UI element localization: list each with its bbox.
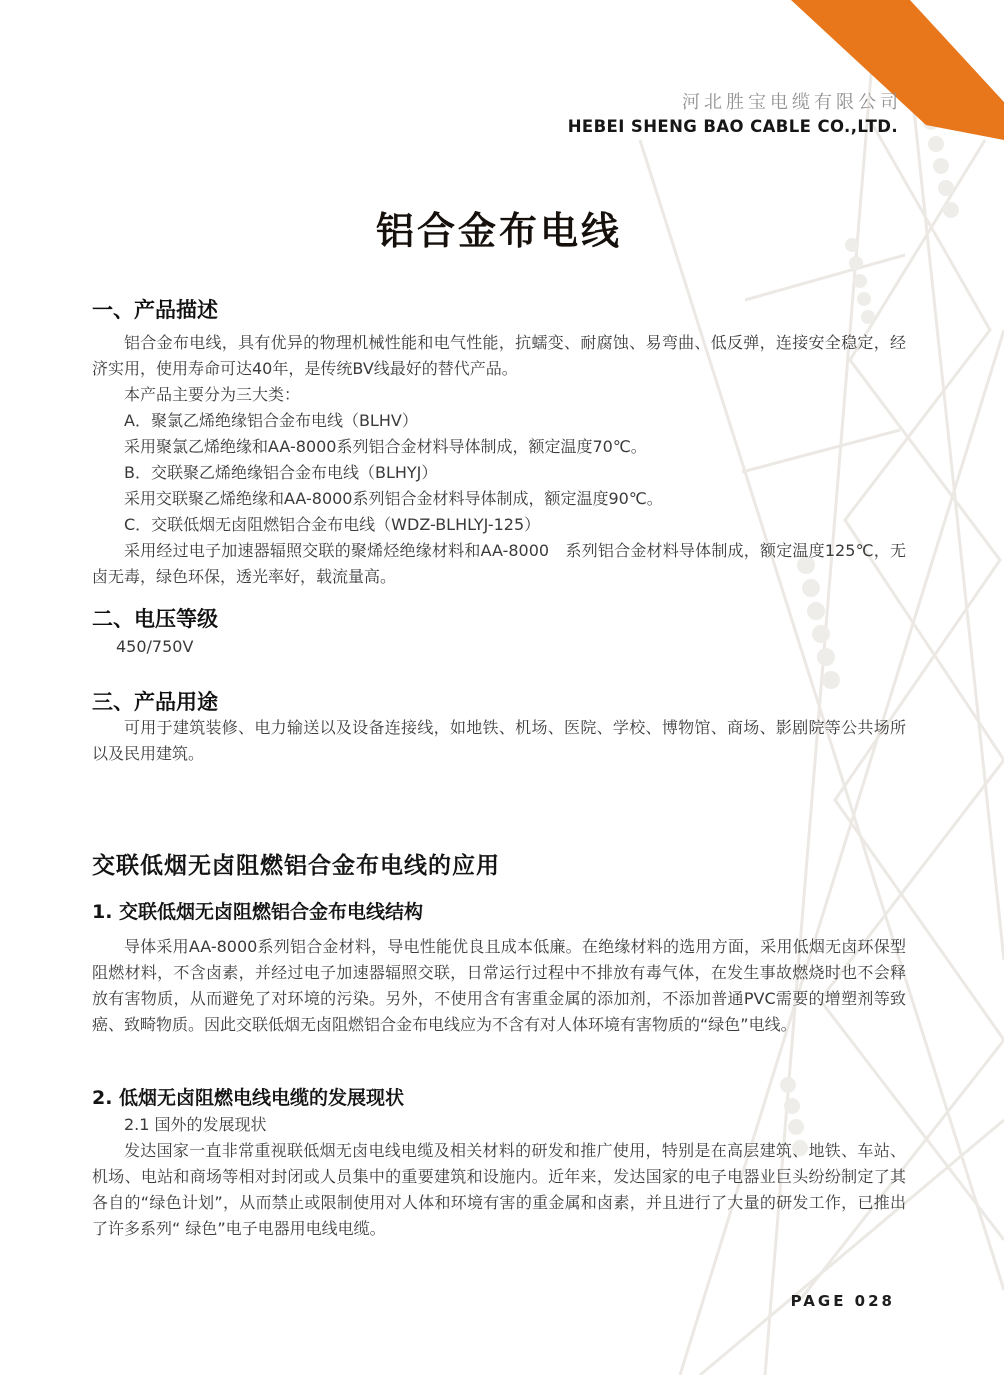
section-3-heading: 三、产品用途 — [92, 690, 218, 714]
application-sub2-heading: 2. 低烟无卤阻燃电线电缆的发展现状 — [92, 1087, 405, 1109]
product-type-c: C．交联低烟无卤阻燃铝合金布电线（WDZ-BLHLYJ-125） — [124, 515, 541, 534]
product-type-b-description: 采用交联聚乙烯绝缘和AA-8000系列铝合金材料导体制成，额定温度90℃。 — [124, 489, 663, 508]
product-type-b: B．交联聚乙烯绝缘铝合金布电线（BLHYJ） — [124, 463, 438, 482]
application-sub1-paragraph: 导体采用AA-8000系列铝合金材料，导电性能优良且成本低廉。在绝缘材料的选用方面，采用低烟无卤环保型阻燃材料，不含卤素，并经过电子加速器辐照交联，日常运行过程中不排放有毒气体，在发生事故燃烧时也不会释放有害物质，从而避免了对环境的污染。另外，不使用含有害重金属的添加剂，不添加普通PVC需要的增塑剂等致癌、致畸物质。因此交联低烟无卤阻燃铝合金布电线应为不含有对人体环境有害物质的“绿色”电线。 — [92, 937, 906, 1034]
section-1-paragraph-2: 本产品主要分为三大类： — [124, 385, 301, 404]
application-sub2-1-heading: 2.1 国外的发展现状 — [124, 1115, 267, 1134]
company-name-cn: 河北胜宝电缆有限公司 — [682, 92, 902, 113]
section-2-heading: 二、电压等级 — [92, 607, 218, 631]
product-type-a-description: 采用聚氯乙烯绝缘和AA-8000系列铝合金材料导体制成，额定温度70℃。 — [124, 437, 647, 456]
application-sub2-paragraph: 发达国家一直非常重视联低烟无卤电线电缆及相关材料的研发和推广使用，特别是在高层建筑、地铁、车站、机场、电站和商场等相对封闭或人员集中的重要建筑和设施内。近年来，发达国家的电子电器业巨头纷纷制定了其各自的“绿色计划”，从而禁止或限制使用对人体和环境有害的重金属和卤素，并且进行了大量的研发工作，已推出了许多系列“ 绿色”电子电器用电线电缆。 — [92, 1141, 906, 1238]
section-1-heading: 一、产品描述 — [92, 298, 218, 322]
application-section-heading: 交联低烟无卤阻燃铝合金布电线的应用 — [92, 853, 500, 879]
page-number: PAGE 028 — [790, 1292, 895, 1310]
voltage-rating-value: 450/750V — [116, 637, 194, 656]
company-name-en: HEBEI SHENG BAO CABLE CO.,LTD. — [567, 117, 898, 136]
page-title: 铝合金布电线 — [375, 209, 622, 253]
document-content — [92, 0, 906, 1242]
section-3-paragraph-1: 可用于建筑装修、电力输送以及设备连接线，如地铁、机场、医院、学校、博物馆、商场、影剧院等公共场所以及民用建筑。 — [92, 718, 906, 763]
section-1-paragraph-1: 铝合金布电线，具有优异的物理机械性能和电气性能，抗蠕变、耐腐蚀、易弯曲、低反弹，连接安全稳定，经济实用，使用寿命可达40年，是传统BV线最好的替代产品。 — [92, 333, 906, 378]
application-sub1-heading: 1. 交联低烟无卤阻燃铝合金布电线结构 — [92, 901, 424, 923]
product-type-c-description: 采用经过电子加速器辐照交联的聚烯烃绝缘材料和AA-8000 系列铝合金材料导体制成，额定温度125℃，无卤无毒，绿色环保，透光率好，载流量高。 — [92, 541, 906, 586]
product-type-a: A．聚氯乙烯绝缘铝合金布电线（BLHV） — [124, 411, 418, 430]
